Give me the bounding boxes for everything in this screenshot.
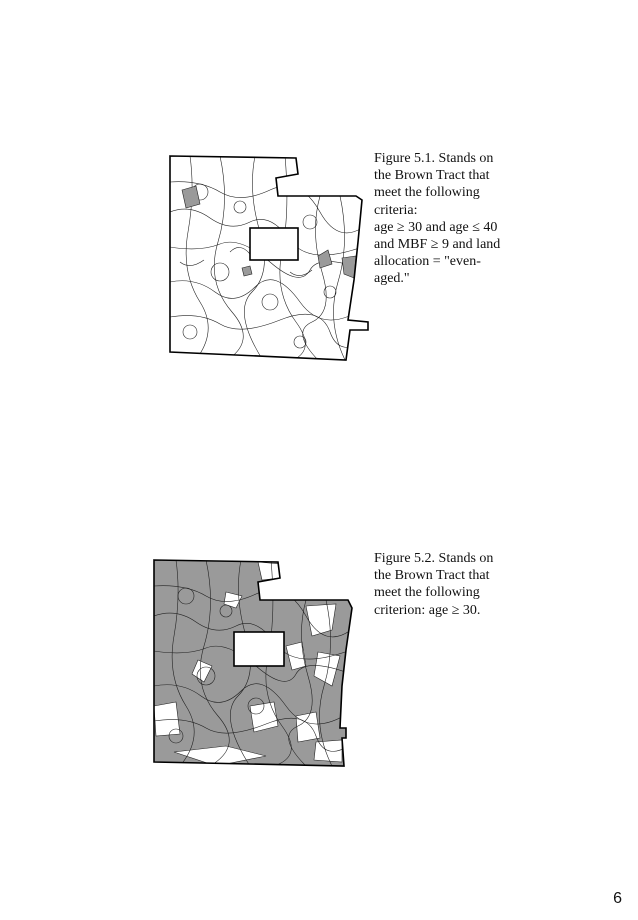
caption-line: age ≥ 30 and age ≤ 40 <box>374 219 498 235</box>
figure-5-1-map <box>160 152 380 367</box>
caption-line: aged." <box>374 271 410 287</box>
caption-line: allocation = "even- <box>374 254 481 270</box>
brown-tract-map-2 <box>146 556 366 771</box>
figure-5-2-map <box>146 556 366 771</box>
caption-line: the Brown Tract that <box>374 568 490 584</box>
page-number: 6 <box>613 890 622 907</box>
caption-line: Figure 5.1. Stands on <box>374 151 494 166</box>
caption-line: meet the following <box>374 585 480 601</box>
caption-line: and MBF ≥ 9 and land <box>374 237 501 253</box>
brown-tract-map-1 <box>160 152 380 367</box>
caption-line: criterion: age ≥ 30. <box>374 602 481 618</box>
figure-5-1-caption <box>374 150 509 288</box>
caption-line: the Brown Tract that <box>374 168 490 184</box>
figure-5-2-caption <box>374 550 509 619</box>
caption-line: criteria: <box>374 202 418 218</box>
caption-line: meet the following <box>374 185 480 201</box>
caption-line: Figure 5.2. Stands on <box>374 551 494 566</box>
